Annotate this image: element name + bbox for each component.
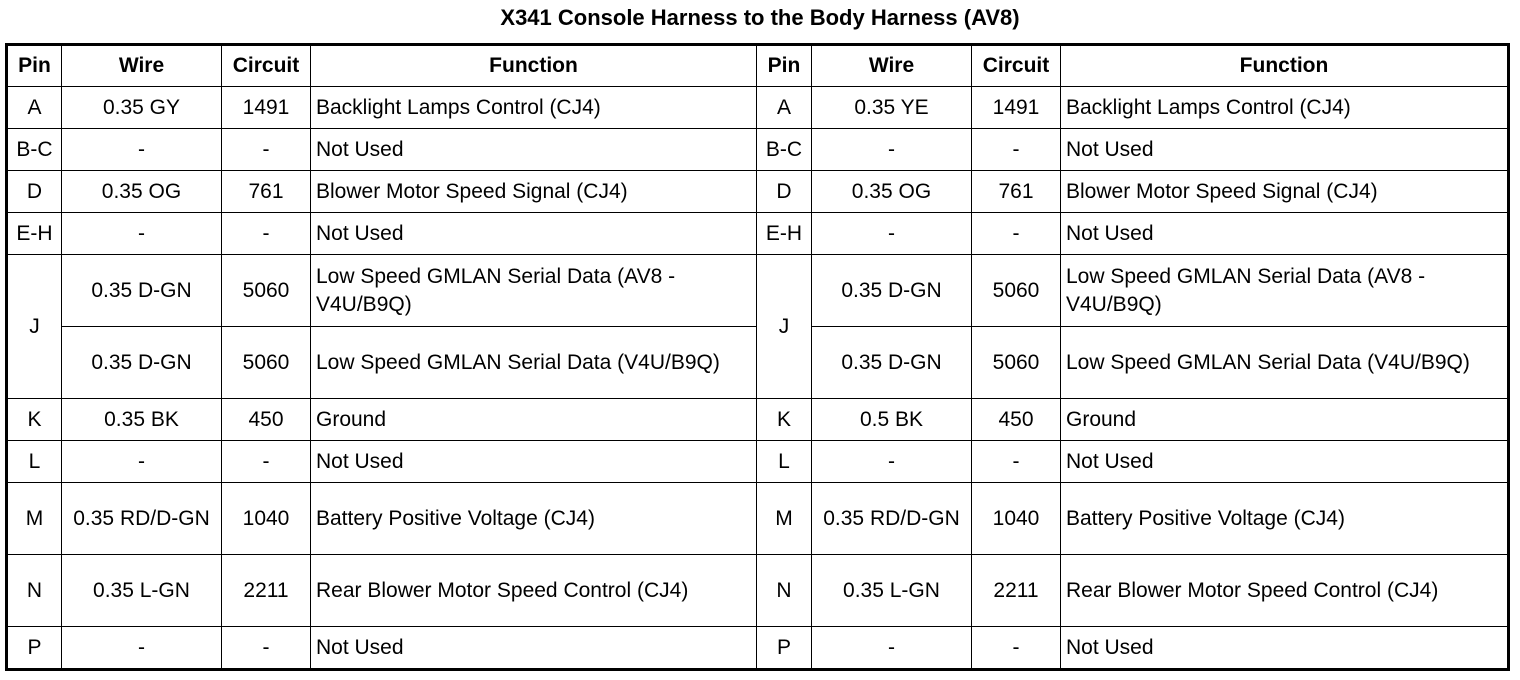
circuit-cell: -	[222, 213, 311, 255]
function-cell: Ground	[311, 399, 757, 441]
circuit-cell: 2211	[222, 555, 311, 627]
header-circuit-left: Circuit	[222, 45, 311, 87]
circuit-cell: -	[222, 441, 311, 483]
page-title: X341 Console Harness to the Body Harness (AV8)	[500, 5, 1020, 30]
wire-cell: -	[62, 627, 222, 670]
circuit-cell: -	[222, 129, 311, 171]
circuit-cell: 450	[972, 399, 1061, 441]
pin-cell: K	[7, 399, 62, 441]
table-row	[7, 627, 1509, 670]
wire-cell: 0.35 D-GN	[62, 255, 222, 327]
wire-cell: -	[62, 129, 222, 171]
pin-cell: M	[757, 483, 812, 555]
wire-cell: 0.35 GY	[62, 87, 222, 129]
function-cell: Not Used	[1061, 129, 1509, 171]
header-function-right: Function	[1061, 45, 1509, 87]
circuit-cell: 1040	[222, 483, 311, 555]
function-cell: Not Used	[1061, 213, 1509, 255]
pin-cell: P	[757, 627, 812, 670]
function-cell: Battery Positive Voltage (CJ4)	[311, 483, 757, 555]
header-pin-right: Pin	[757, 45, 812, 87]
function-cell: Backlight Lamps Control (CJ4)	[1061, 87, 1509, 129]
function-cell: Not Used	[1061, 627, 1509, 670]
pin-cell: E-H	[757, 213, 812, 255]
function-cell: Not Used	[1061, 441, 1509, 483]
table-row	[7, 483, 1509, 555]
circuit-cell: 5060	[222, 255, 311, 327]
wire-cell: 0.5 BK	[812, 399, 972, 441]
wire-cell: 0.35 D-GN	[812, 255, 972, 327]
function-cell: Rear Blower Motor Speed Control (CJ4)	[1061, 555, 1509, 627]
circuit-cell: -	[222, 627, 311, 670]
function-cell: Low Speed GMLAN Serial Data (AV8 -V4U/B9Q)	[311, 255, 757, 327]
header-function-left: Function	[311, 45, 757, 87]
pin-cell: L	[7, 441, 62, 483]
table-row	[7, 213, 1509, 255]
circuit-cell: 5060	[972, 327, 1061, 399]
circuit-cell: 450	[222, 399, 311, 441]
function-cell: Not Used	[311, 213, 757, 255]
header-wire-left: Wire	[62, 45, 222, 87]
pin-cell: A	[7, 87, 62, 129]
pin-cell: A	[757, 87, 812, 129]
pin-cell: N	[7, 555, 62, 627]
pinout-table	[5, 43, 1510, 671]
circuit-cell: 1491	[222, 87, 311, 129]
pin-cell: P	[7, 627, 62, 670]
function-cell: Low Speed GMLAN Serial Data (V4U/B9Q)	[1061, 327, 1509, 399]
table-row	[7, 171, 1509, 213]
wire-cell: 0.35 RD/D-GN	[62, 483, 222, 555]
table-row	[7, 441, 1509, 483]
table-row	[7, 555, 1509, 627]
circuit-cell: 1491	[972, 87, 1061, 129]
wire-cell: 0.35 D-GN	[812, 327, 972, 399]
function-cell: Battery Positive Voltage (CJ4)	[1061, 483, 1509, 555]
circuit-cell: -	[972, 213, 1061, 255]
function-cell: Backlight Lamps Control (CJ4)	[311, 87, 757, 129]
function-cell: Not Used	[311, 441, 757, 483]
header-wire-right: Wire	[812, 45, 972, 87]
circuit-cell: 1040	[972, 483, 1061, 555]
circuit-cell: 5060	[222, 327, 311, 399]
pin-cell: J	[7, 255, 62, 399]
circuit-cell: 5060	[972, 255, 1061, 327]
wire-cell: -	[812, 627, 972, 670]
function-cell: Low Speed GMLAN Serial Data (AV8 -V4U/B9Q)	[1061, 255, 1509, 327]
pin-cell: D	[757, 171, 812, 213]
table-row	[7, 255, 1509, 327]
wire-cell: 0.35 OG	[812, 171, 972, 213]
circuit-cell: -	[972, 129, 1061, 171]
function-cell: Low Speed GMLAN Serial Data (V4U/B9Q)	[311, 327, 757, 399]
pin-cell: L	[757, 441, 812, 483]
pin-cell: B-C	[7, 129, 62, 171]
wire-cell: -	[812, 213, 972, 255]
wire-cell: 0.35 OG	[62, 171, 222, 213]
circuit-cell: 761	[972, 171, 1061, 213]
circuit-cell: -	[972, 627, 1061, 670]
wire-cell: -	[62, 213, 222, 255]
wire-cell: 0.35 L-GN	[812, 555, 972, 627]
function-cell: Blower Motor Speed Signal (CJ4)	[1061, 171, 1509, 213]
pin-cell: N	[757, 555, 812, 627]
function-cell: Rear Blower Motor Speed Control (CJ4)	[311, 555, 757, 627]
pin-cell: B-C	[757, 129, 812, 171]
wire-cell: -	[812, 441, 972, 483]
circuit-cell: 761	[222, 171, 311, 213]
pin-cell: J	[757, 255, 812, 399]
wire-cell: -	[812, 129, 972, 171]
header-row	[7, 45, 1509, 87]
pin-cell: D	[7, 171, 62, 213]
table-row	[7, 129, 1509, 171]
wire-cell: 0.35 YE	[812, 87, 972, 129]
function-cell: Blower Motor Speed Signal (CJ4)	[311, 171, 757, 213]
pin-cell: M	[7, 483, 62, 555]
table-row	[7, 399, 1509, 441]
wire-cell: 0.35 L-GN	[62, 555, 222, 627]
wire-cell: 0.35 BK	[62, 399, 222, 441]
table-row	[7, 87, 1509, 129]
circuit-cell: -	[972, 441, 1061, 483]
pin-cell: K	[757, 399, 812, 441]
header-pin-left: Pin	[7, 45, 62, 87]
circuit-cell: 2211	[972, 555, 1061, 627]
function-cell: Not Used	[311, 627, 757, 670]
wire-cell: -	[62, 441, 222, 483]
function-cell: Ground	[1061, 399, 1509, 441]
wire-cell: 0.35 RD/D-GN	[812, 483, 972, 555]
header-circuit-right: Circuit	[972, 45, 1061, 87]
function-cell: Not Used	[311, 129, 757, 171]
wire-cell: 0.35 D-GN	[62, 327, 222, 399]
pin-cell: E-H	[7, 213, 62, 255]
